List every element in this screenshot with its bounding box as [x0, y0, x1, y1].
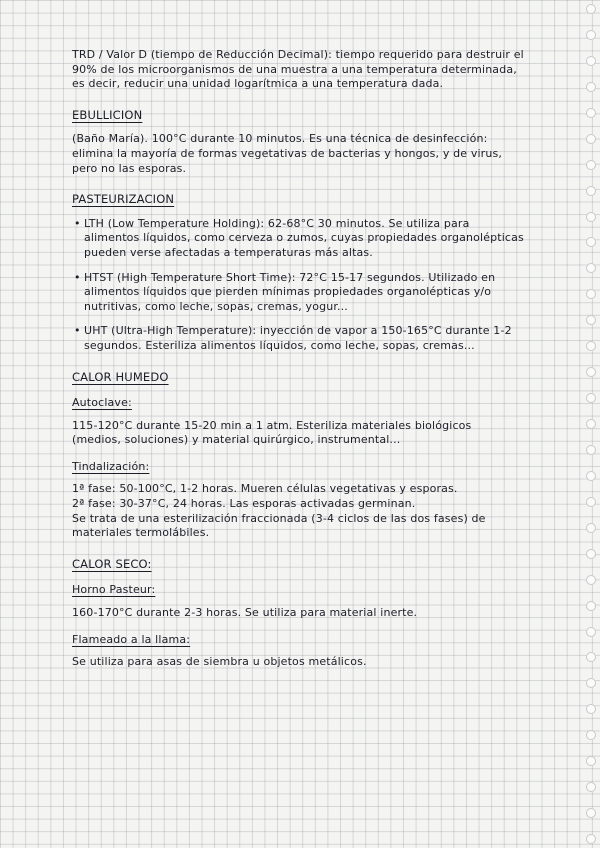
tindalizacion-phase-1: 1ª fase: 50-100°C, 1-2 horas. Mueren células vegetativas y esporas. [72, 482, 458, 496]
spiral-hole [586, 601, 596, 611]
flameado-text: Se utiliza para asas de siembra u objetos metálicos. [72, 655, 367, 669]
spiral-hole [586, 315, 596, 325]
spiral-hole [586, 808, 596, 818]
tindalizacion-summary: Se trata de una esterilización fraccionada (3-4 ciclos de las dos fases) de materiales termolábiles. [72, 511, 486, 540]
spiral-hole [586, 237, 596, 247]
ebullicion-text: (Baño María). 100°C durante 10 minutos. Es una técnica de desinfección: elimina la mayoría de formas vegetativas de bacterias y hongos, y de virus, pero no las esporas. [72, 132, 503, 175]
spiral-hole [586, 704, 596, 714]
spiral-hole [586, 367, 596, 377]
spiral-hole [586, 652, 596, 662]
spiral-hole [586, 627, 596, 637]
tindalizacion-heading: Tindalización: [72, 459, 150, 473]
spiral-hole [586, 393, 596, 403]
spiral-hole [586, 782, 596, 792]
ebullicion-section [72, 102, 524, 176]
flameado-heading: Flameado a la llama: [72, 632, 191, 646]
spiral-hole [586, 186, 596, 196]
calor-humedo-heading: CALOR HUMEDO [72, 369, 169, 384]
pasteurizacion-heading: PASTEURIZACION [72, 192, 175, 207]
spiral-hole [586, 160, 596, 170]
list-item-uht: • UHT (Ultra-High Temperature): inyección de vapor a 150-165°C durante 1-2 segundos. Esteriliza alimentos líquidos, como leche, sopas, cremas... [72, 324, 524, 353]
ebullicion-heading: EBULLICION [72, 107, 143, 122]
spiral-hole [586, 108, 596, 118]
calor-seco-section [72, 551, 524, 670]
horno-pasteur-block [72, 581, 524, 620]
spiral-hole [586, 523, 596, 533]
notebook-spiral-binding [582, 0, 600, 848]
spiral-hole [586, 82, 596, 92]
calor-humedo-section [72, 364, 524, 541]
autoclave-block [72, 394, 524, 448]
pasteurizacion-list [72, 217, 524, 354]
tindalizacion-phase-2: 2ª fase: 30-37°C, 24 horas. Las esporas activadas germinan. [72, 497, 416, 511]
pasteurizacion-section [72, 186, 524, 353]
list-item-lth: • LTH (Low Temperature Holding): 62-68°C 30 minutos. Se utiliza para alimentos líquidos, como cerveza o zumos, cuyas propiedades organolépticas pueden verse afectadas a temperaturas más altas. [72, 217, 524, 261]
spiral-hole [586, 445, 596, 455]
calor-seco-heading: CALOR SECO: [72, 556, 152, 571]
trd-definition: TRD / Valor D (tiempo de Reducción Decimal): tiempo requerido para destruir el 90% de los microorganismos de una muestra a una temperatura determinada, es decir, reducir una unidad logarítmica a una temperatura dada. [72, 48, 524, 91]
spiral-hole [586, 678, 596, 688]
spiral-hole [586, 471, 596, 481]
spiral-hole [586, 756, 596, 766]
horno-pasteur-heading: Horno Pasteur: [72, 583, 156, 597]
spiral-hole [586, 212, 596, 222]
spiral-hole [586, 834, 596, 844]
spiral-hole [586, 575, 596, 585]
spiral-hole [586, 4, 596, 14]
spiral-hole [586, 549, 596, 559]
autoclave-text: 115-120°C durante 15-20 min a 1 atm. Esteriliza materiales biológicos (medios, soluciones) y material quirúrgico, instrumental... [72, 418, 472, 447]
list-item-htst: • HTST (High Temperature Short Time): 72°C 15-17 segundos. Utilizado en alimentos líquidos que pierden mínimas propiedades organolépticas y/o nutritivas, como leche, sopas, cremas, yogur... [72, 271, 524, 315]
spiral-hole [586, 289, 596, 299]
spiral-hole [586, 497, 596, 507]
horno-pasteur-text: 160-170°C durante 2-3 horas. Se utiliza para material inerte. [72, 606, 418, 620]
spiral-hole [586, 134, 596, 144]
tindalizacion-block [72, 458, 524, 541]
spiral-hole [586, 419, 596, 429]
flameado-block [72, 631, 524, 670]
notebook-page-content [72, 48, 524, 680]
spiral-hole [586, 30, 596, 40]
spiral-hole [586, 341, 596, 351]
autoclave-heading: Autoclave: [72, 396, 132, 410]
spiral-hole [586, 56, 596, 66]
spiral-hole [586, 730, 596, 740]
spiral-hole [586, 263, 596, 273]
